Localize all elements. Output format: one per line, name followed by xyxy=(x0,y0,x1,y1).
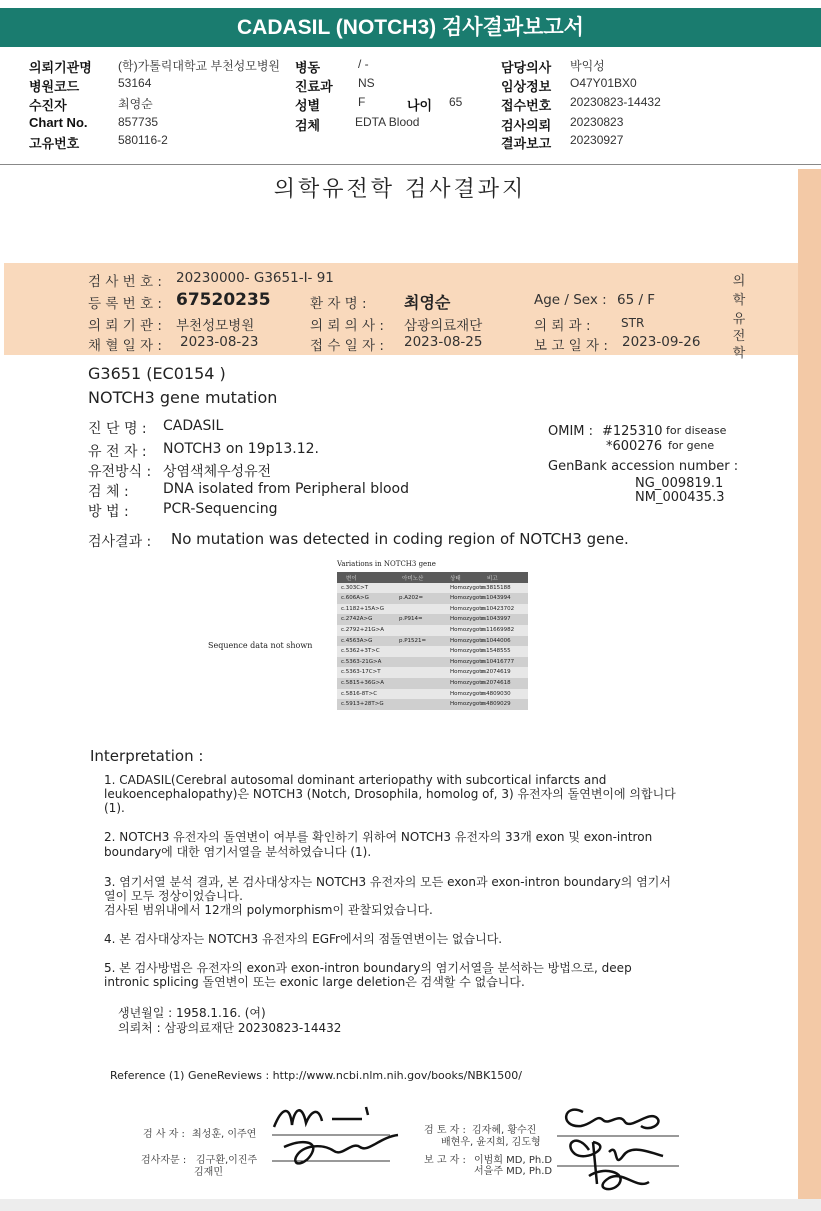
variation-row xyxy=(337,657,528,668)
reporter-label: 보 고 자 : xyxy=(424,1155,466,1166)
reviewer-names-2: 배현우, 윤지희, 김도형 xyxy=(441,1137,541,1148)
variation-cell: c.5362+3T>C xyxy=(341,648,380,655)
variation-cell: rs10416777 xyxy=(481,658,515,665)
interp-5a: 5. 본 검사방법은 유전자의 exon과 exon-intron boundary의 염기서열을 분석하는 방법으로, deep xyxy=(104,961,632,975)
result-label: 검사결과 : xyxy=(88,534,152,550)
request-value: 20230823 xyxy=(570,115,624,129)
sample-label: 검 체 : xyxy=(88,484,129,500)
variation-cell: rs11669982 xyxy=(481,626,515,633)
advisor-names-1: 김구환,이진주 xyxy=(196,1155,258,1166)
variation-cell: p.A202= xyxy=(399,595,424,602)
req-inst-value: 부천성모병원 xyxy=(176,318,255,334)
advisor-label: 검사자문 : xyxy=(141,1155,187,1166)
interp-4: 4. 본 검사대상자는 NOTCH3 유전자의 EGFr에서의 점돌연변이는 없습니다. xyxy=(104,932,503,946)
variation-cell: c.2792+21G>A xyxy=(341,626,385,633)
unique-value: 580116-2 xyxy=(118,133,168,147)
reviewer-label: 검 토 자 : xyxy=(424,1125,466,1136)
birth-date: 생년월일 : 1958.1.16. (여) xyxy=(118,1006,266,1020)
age-sex-label: Age / Sex : xyxy=(534,292,607,308)
variation-cell: Homozygote xyxy=(450,679,485,686)
reg-no-value: 67520235 xyxy=(176,290,271,310)
report-value: 20230927 xyxy=(570,133,624,147)
variation-cell: rs2074618 xyxy=(481,679,511,686)
variation-cell: rs4809030 xyxy=(481,690,511,697)
document-title: 의학유전학 검사결과지 xyxy=(273,177,527,202)
variation-cell: rs4809029 xyxy=(481,701,511,708)
clinical-label: 임상정보 xyxy=(501,79,552,94)
inheritance-label: 유전방식 : xyxy=(88,464,152,480)
gene-value: NOTCH3 on 19p13.12. xyxy=(163,441,320,457)
unique-label: 고유번호 xyxy=(29,136,80,151)
header-cell: 아미노산 xyxy=(402,576,424,582)
variations-rows xyxy=(337,583,528,710)
diagnosis-label: 진 단 명 : xyxy=(88,421,147,437)
chart-value: 857735 xyxy=(118,115,159,129)
request-place: 의뢰처 : 삼광의료재단 20230823-14432 xyxy=(118,1021,342,1035)
report-date-label: 보 고 일 자 : xyxy=(534,338,608,354)
interp-1c: (1). xyxy=(104,801,125,815)
variation-cell: Homozygote xyxy=(450,658,485,665)
vertical-char: 유 xyxy=(732,312,746,327)
report-label: 결과보고 xyxy=(501,136,552,151)
reviewer-signature xyxy=(553,1092,683,1200)
method-label: 방 법 : xyxy=(88,504,129,520)
req-doc-label: 의 뢰 의 사 : xyxy=(310,318,384,334)
vertical-char: 학 xyxy=(732,293,746,308)
variation-cell: Homozygote xyxy=(450,616,485,623)
receive-label: 접 수 일 자 : xyxy=(310,338,384,354)
test-name: NOTCH3 gene mutation xyxy=(88,388,278,407)
variation-cell: Homozygote xyxy=(450,637,485,644)
variation-cell: p.P914= xyxy=(399,616,423,623)
variation-cell: Homozygote xyxy=(450,690,485,697)
diagnosis-value: CADASIL xyxy=(163,418,224,434)
interp-3a: 3. 염기서열 분석 결과, 본 검사대상자는 NOTCH3 유전자의 모든 exon과 exon-intron boundary의 염기서 xyxy=(104,875,671,889)
variation-cell: rs3815188 xyxy=(481,584,511,591)
variation-cell: c.5913+28T>G xyxy=(341,701,384,708)
req-doc-value: 삼광의료재단 xyxy=(404,318,483,334)
variation-row xyxy=(337,604,528,615)
variation-cell: c.5363-21G>A xyxy=(341,658,382,665)
patient-name-value: 최영순 xyxy=(404,293,451,312)
omim-label: OMIM : xyxy=(548,424,594,439)
examiner-signature xyxy=(262,1095,412,1175)
variation-row xyxy=(337,636,528,647)
inheritance-value: 상염색체우성유전 xyxy=(163,464,272,480)
bottom-margin xyxy=(0,1199,821,1211)
dept-value: NS xyxy=(358,76,375,90)
req-dept-value: STR xyxy=(621,316,645,330)
variation-cell: rs1043997 xyxy=(481,616,511,623)
variation-cell: rs1044006 xyxy=(481,637,511,644)
variation-cell: c.2742A>G xyxy=(341,616,373,623)
variation-cell: Homozygote xyxy=(450,626,485,633)
variation-row xyxy=(337,646,528,657)
right-margin-band xyxy=(798,169,821,1199)
gene-label: 유 전 자 : xyxy=(88,444,147,460)
omim-gene: *600276 xyxy=(606,439,663,454)
variation-cell: rs1548555 xyxy=(481,648,511,655)
dept-label: 진료과 xyxy=(295,79,333,94)
header-cell: 비고 xyxy=(487,576,498,582)
collect-value: 2023-08-23 xyxy=(180,334,259,350)
collect-label: 채 혈 일 자 : xyxy=(88,338,162,354)
omim-disease-note: for disease xyxy=(666,424,727,437)
genbank-2: NM_000435.3 xyxy=(635,490,725,505)
reviewer-names-1: 김자혜, 황수진 xyxy=(472,1125,537,1136)
variation-cell: p.P1521= xyxy=(399,637,427,644)
doctor-label: 담당의사 xyxy=(501,60,552,75)
variation-row xyxy=(337,625,528,636)
variation-cell: c.606A>G xyxy=(341,595,369,602)
reporter-names-2: 서을주 MD, Ph.D xyxy=(474,1166,553,1177)
variation-cell: c.5815+36G>A xyxy=(341,679,385,686)
variation-row xyxy=(337,689,528,700)
age-label: 나이 xyxy=(407,98,433,113)
method-value: PCR-Sequencing xyxy=(163,501,278,517)
variation-cell: c.303C>T xyxy=(341,584,369,591)
variations-table xyxy=(337,572,528,710)
variation-cell: c.5363-17C>T xyxy=(341,669,381,676)
hospital-code-label: 병원코드 xyxy=(29,79,80,94)
receipt-label: 접수번호 xyxy=(501,98,552,113)
header-cell: 변이 xyxy=(346,576,357,582)
interp-1a: 1. CADASIL(Cerebral autosomal dominant arteriopathy with subcortical infarcts and xyxy=(104,773,607,787)
reporter-names-1: 이범희 MD, Ph.D xyxy=(474,1155,553,1166)
examiner-label: 검 사 자 : xyxy=(143,1129,185,1140)
test-code: G3651 (EC0154 ) xyxy=(88,364,226,383)
patient-label: 수진자 xyxy=(29,98,67,113)
request-label: 검사의뢰 xyxy=(501,118,552,133)
interp-2a: 2. NOTCH3 유전자의 돌연변이 여부를 확인하기 위하여 NOTCH3 유전자의 33개 exon 및 exon-intron xyxy=(104,830,653,844)
variation-cell: c.5816-8T>C xyxy=(341,690,378,697)
interp-1b: leukoencephalopathy)은 NOTCH3 (Notch, Drosophila, homolog of, 3) 유전자의 돌연변이에 의합니다 xyxy=(104,787,676,801)
header-cell: 상태 xyxy=(450,576,461,582)
variation-row xyxy=(337,699,528,710)
variation-cell: rs2074619 xyxy=(481,669,511,676)
patient-value: 최영순 xyxy=(118,97,153,111)
variation-cell: Homozygote xyxy=(450,669,485,676)
interp-2b: boundary에 대한 염기서열을 분석하였습니다 (1). xyxy=(104,845,372,859)
variation-cell: c.1182+15A>G xyxy=(341,605,385,612)
vertical-char: 의 xyxy=(732,274,746,289)
receive-value: 2023-08-25 xyxy=(404,334,483,350)
chart-label: Chart No. xyxy=(29,115,88,130)
vertical-char: 학 xyxy=(732,346,746,361)
header-divider xyxy=(0,164,821,165)
interp-3b: 열이 모두 정상이었습니다. xyxy=(104,889,243,903)
test-no-label: 검 사 번 호 : xyxy=(88,274,162,290)
test-no-value: 20230000- G3651-I- 91 xyxy=(176,270,334,286)
interp-5b: intronic splicing 돌연변이 또는 exonic large deletion은 검색할 수 없습니다. xyxy=(104,975,525,989)
vertical-char: 전 xyxy=(732,329,746,344)
sample-value: DNA isolated from Peripheral blood xyxy=(163,481,410,497)
omim-gene-note: for gene xyxy=(668,439,715,452)
specimen-label: 검체 xyxy=(295,118,321,133)
ward-label: 병동 xyxy=(295,60,321,75)
variation-cell: c.4563A>G xyxy=(341,637,373,644)
variation-cell: Homozygote xyxy=(450,605,485,612)
receipt-value: 20230823-14432 xyxy=(570,95,661,109)
clinical-value: O47Y01BX0 xyxy=(570,76,637,90)
variation-cell: Homozygote xyxy=(450,584,485,591)
variation-row xyxy=(337,614,528,625)
advisor-names-2: 김재민 xyxy=(194,1167,223,1178)
variation-cell: Homozygote xyxy=(450,595,485,602)
variations-title: Variations in NOTCH3 gene xyxy=(337,560,436,568)
genbank-label: GenBank accession number : xyxy=(548,459,739,474)
variation-row xyxy=(337,678,528,689)
age-value: 65 xyxy=(449,95,463,109)
omim-disease: #125310 xyxy=(602,424,663,439)
institution-label: 의뢰기관명 xyxy=(29,60,92,75)
reference: Reference (1) GeneReviews : http://www.ncbi.nlm.nih.gov/books/NBK1500/ xyxy=(110,1069,523,1082)
examiner-names: 최성훈, 이주연 xyxy=(192,1129,257,1140)
patient-name-label: 환 자 명 : xyxy=(310,296,367,312)
reg-no-label: 등 록 번 호 : xyxy=(88,296,162,312)
req-dept-label: 의 뢰 과 : xyxy=(534,318,591,334)
result-text: No mutation was detected in coding region of NOTCH3 gene. xyxy=(171,530,629,548)
variations-header-row xyxy=(337,572,528,583)
variation-cell: rs1043994 xyxy=(481,595,511,602)
variation-cell: Homozygote xyxy=(450,648,485,655)
req-inst-label: 의 뢰 기 관 : xyxy=(88,318,162,334)
sequence-note: Sequence data not shown xyxy=(208,641,313,650)
doctor-value: 박익성 xyxy=(570,59,605,73)
variation-cell: rs10423702 xyxy=(481,605,515,612)
institution-value: (학)가톨릭대학교 부천성모병원 xyxy=(118,59,281,73)
genbank-1: NG_009819.1 xyxy=(635,476,724,491)
interp-3c: 검사된 범위내에서 12개의 polymorphism이 관찰되었습니다. xyxy=(104,903,433,917)
sex-label: 성별 xyxy=(295,98,321,113)
report-date-value: 2023-09-26 xyxy=(622,334,701,350)
variation-row xyxy=(337,593,528,604)
interpretation-label: Interpretation : xyxy=(90,747,204,765)
ward-value: / - xyxy=(358,57,369,71)
sex-value: F xyxy=(358,95,366,109)
age-sex-value: 65 / F xyxy=(617,292,656,308)
hospital-code-value: 53164 xyxy=(118,76,152,90)
specimen-value: EDTA Blood xyxy=(355,115,420,129)
variation-row xyxy=(337,667,528,678)
report-title: CADASIL (NOTCH3) 검사결과보고서 xyxy=(0,8,821,47)
variation-cell: Homozygote xyxy=(450,701,485,708)
variation-row xyxy=(337,583,528,594)
